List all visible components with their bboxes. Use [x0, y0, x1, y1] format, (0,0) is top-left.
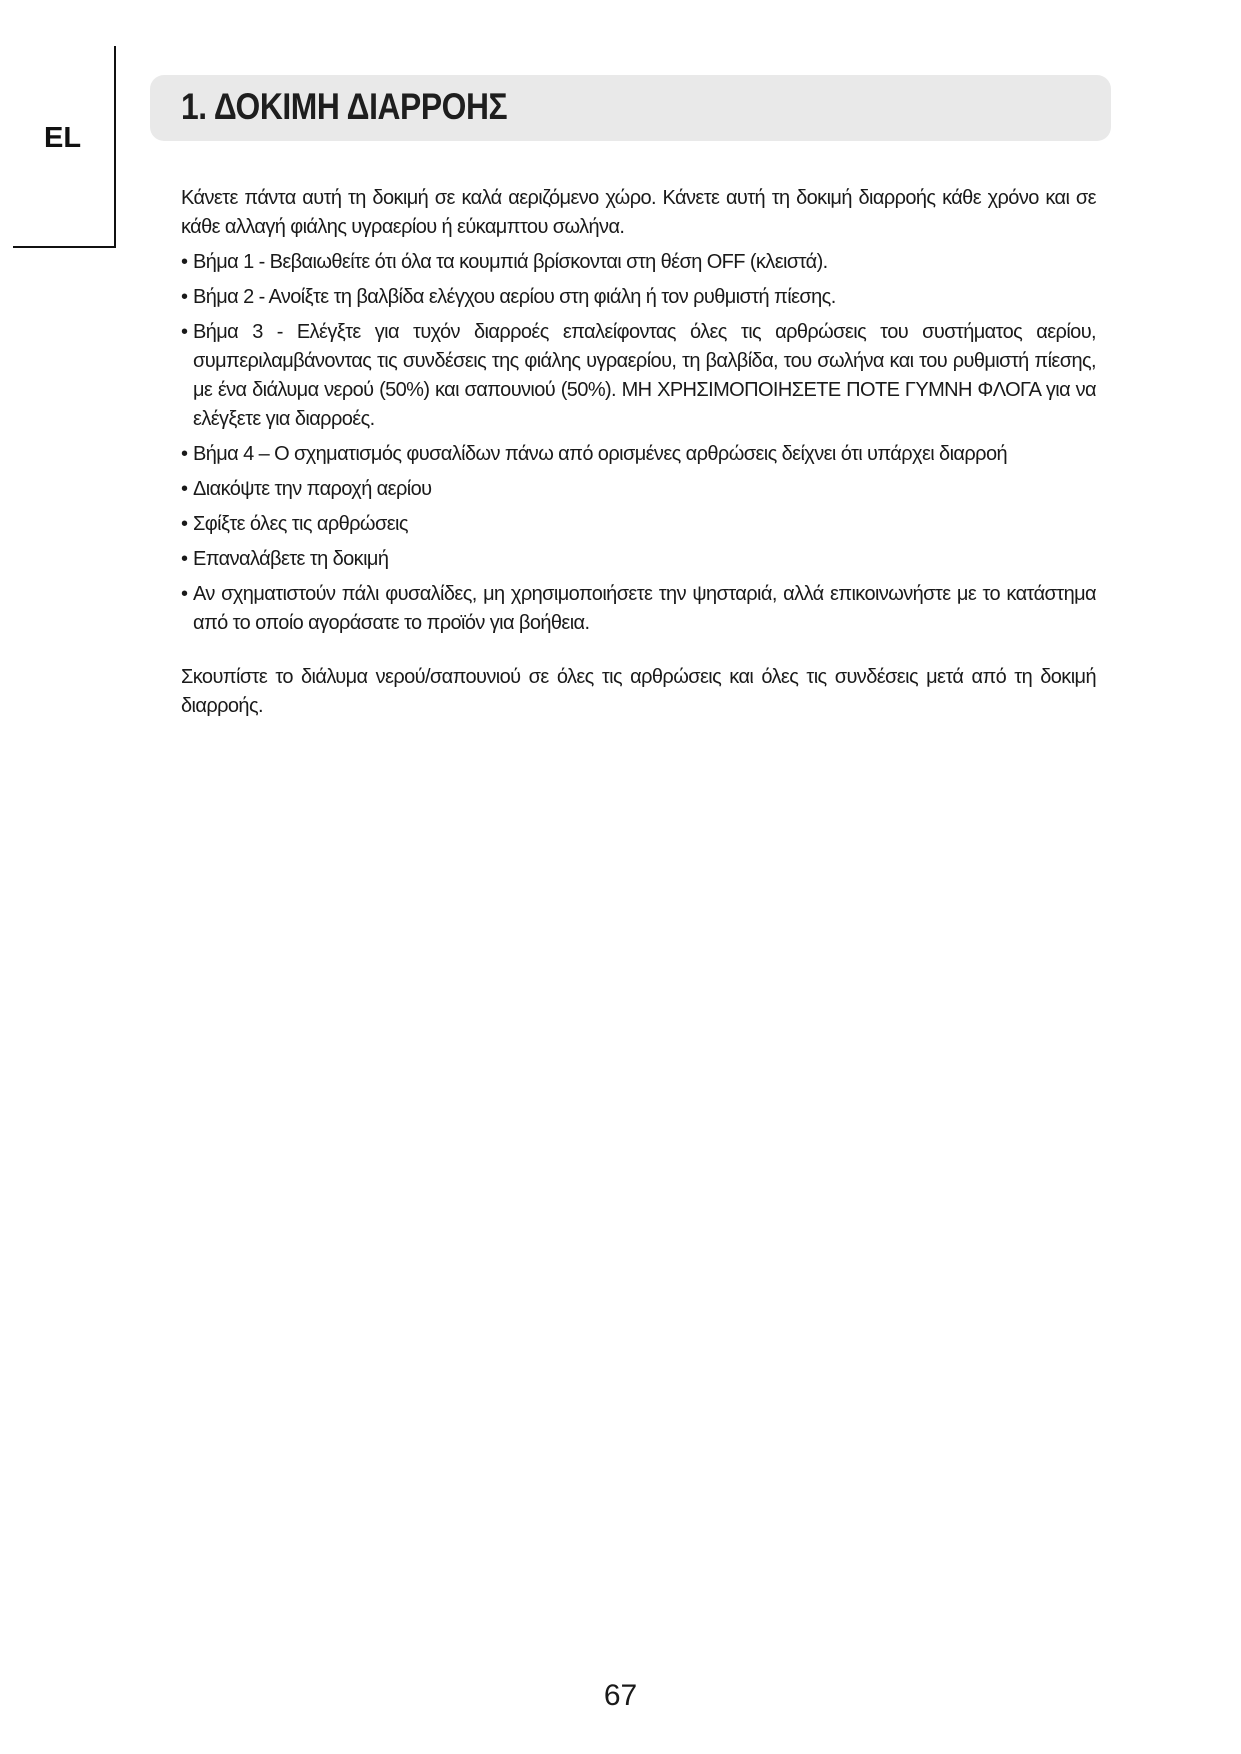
step-text: Βήμα 4 – Ο σχηματισμός φυσαλίδων πάνω από ορισμένες αρθρώσεις δείχνει ότι υπάρχει διαρροή — [193, 443, 1007, 465]
language-tab-vertical-rule — [114, 46, 116, 248]
list-item — [181, 283, 1096, 312]
bullet: • — [181, 321, 188, 343]
bullet: • — [181, 583, 188, 605]
list-item — [181, 475, 1096, 504]
step-text: Επαναλάβετε τη δοκιμή — [193, 548, 389, 570]
step-text: Διακόψτε την παροχή αερίου — [193, 478, 432, 500]
step-text: Αν σχηματιστούν πάλι φυσαλίδες, μη χρησιμοποιήσετε την ψησταριά, αλλά επικοινωνήστε με το κατάστημα από το οποίο αγοράσατε το προϊόν για βοήθεια. — [193, 583, 1096, 634]
language-tab-horizontal-rule — [13, 246, 116, 248]
list-item — [181, 545, 1096, 574]
step-text: Βήμα 1 - Βεβαιωθείτε ότι όλα τα κουμπιά βρίσκονται στη θέση OFF (κλειστά). — [193, 251, 828, 273]
page-number: 67 — [603, 1679, 638, 1712]
document-body — [181, 184, 1096, 721]
list-item — [181, 510, 1096, 539]
bullet: • — [181, 548, 188, 570]
steps-list — [181, 248, 1096, 638]
bullet: • — [181, 478, 188, 500]
step-text: Σφίξτε όλες τις αρθρώσεις — [193, 513, 408, 535]
bullet: • — [181, 286, 188, 308]
step-text: Βήμα 3 - Ελέγξτε για τυχόν διαρροές επαλείφοντας όλες τις αρθρώσεις του συστήματος αερίου, συμπεριλαμβάνοντας τις συνδέσεις της φιάλης υγραερίου, τη βαλβίδα, του σωλήνα και του ρυθμιστή πίεσης, με ένα διάλυμα νερού (50%) και σαπουνιού (50%). ΜΗ ΧΡΗΣΙΜΟΠΟΙΗΣΕΤΕ ΠΟΤΕ ΓΥΜΝΗ ΦΛΟΓΑ για να ελέγξετε για διαρροές. — [193, 321, 1096, 430]
bullet: • — [181, 443, 188, 465]
closing-paragraph: Σκουπίστε το διάλυμα νερού/σαπουνιού σε όλες τις αρθρώσεις και όλες τις συνδέσεις μετά από τη δοκιμή διαρροής. — [181, 666, 1096, 717]
section-title-bar — [150, 75, 1111, 141]
step-text: Βήμα 2 - Ανοίξτε τη βαλβίδα ελέγχου αερίου στη φιάλη ή τον ρυθμιστή πίεσης. — [193, 286, 836, 308]
section-title: 1. ΔΟΚΙΜΗ ΔΙΑΡΡΟΗΣ — [181, 86, 508, 127]
list-item — [181, 440, 1096, 469]
bullet: • — [181, 251, 188, 273]
list-item — [181, 248, 1096, 277]
list-item — [181, 318, 1096, 434]
bullet: • — [181, 513, 188, 535]
list-item — [181, 580, 1096, 638]
intro-paragraph: Κάνετε πάντα αυτή τη δοκιμή σε καλά αεριζόμενο χώρο. Κάνετε αυτή τη δοκιμή διαρροής κάθε χρόνο και σε κάθε αλλαγή φιάλης υγραερίου ή εύκαμπτου σωλήνα. — [181, 187, 1096, 238]
language-code: EL — [44, 122, 82, 154]
